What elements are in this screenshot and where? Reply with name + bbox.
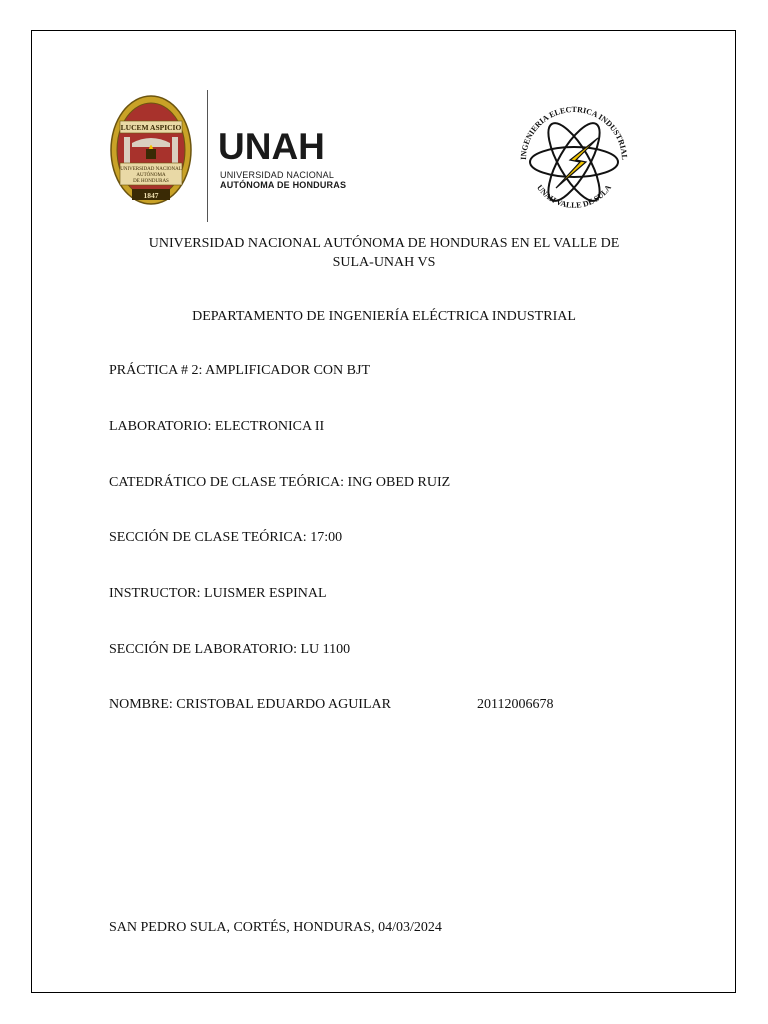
seal-ribbon-line1: UNIVERSIDAD NACIONAL [120,167,182,172]
professor-line: CATEDRÁTICO DE CLASE TEÓRICA: ING OBED RUIZ [109,475,451,490]
unah-wordmark-line2: AUTÓNOMA DE HONDURAS [220,180,347,190]
seal-ribbon-line3: DE HONDURAS [133,179,169,184]
university-name [100,234,668,272]
theory-section-line: SECCIÓN DE CLASE TEÓRICA: 17:00 [109,530,343,545]
department-name: DEPARTAMENTO DE INGENIERÍA ELÉCTRICA INDUSTRIAL [192,309,576,324]
student-name-line: NOMBRE: CRISTOBAL EDUARDO AGUILAR [109,697,391,712]
laboratory-line: LABORATORIO: ELECTRONICA II [109,419,325,434]
unah-seal-logo [110,95,192,205]
seal-ribbon-line2: AUTÓNOMA [136,173,166,178]
seal-year: 1847 [143,191,159,200]
unah-wordmark: UNAH [218,126,325,167]
practice-line: PRÁCTICA # 2: AMPLIFICADOR CON BJT [109,363,370,378]
dept-logo-top-arc: INGENIERIA ELECTRICA INDUSTRIAL [518,104,630,161]
place-date-line: SAN PEDRO SULA, CORTÉS, HONDURAS, 04/03/2024 [109,920,442,935]
student-id: 20112006678 [477,697,554,712]
department-atom-logo [512,100,636,218]
instructor-line: INSTRUCTOR: LUISMER ESPINAL [109,586,327,601]
unah-wordmark-line1: UNIVERSIDAD NACIONAL [220,170,335,180]
lab-section-line: SECCIÓN DE LABORATORIO: LU 1100 [109,642,351,657]
dept-logo-bottom-arc: UNAH VALLE DE SULA [535,183,613,210]
university-name-line1: UNIVERSIDAD NACIONAL AUTÓNOMA DE HONDURAS EN EL VALLE DE [148,236,620,251]
logo-divider [207,90,208,222]
university-name-line2: SULA-UNAH VS [332,255,436,270]
seal-motto: LUCEM ASPICIO [120,123,182,132]
